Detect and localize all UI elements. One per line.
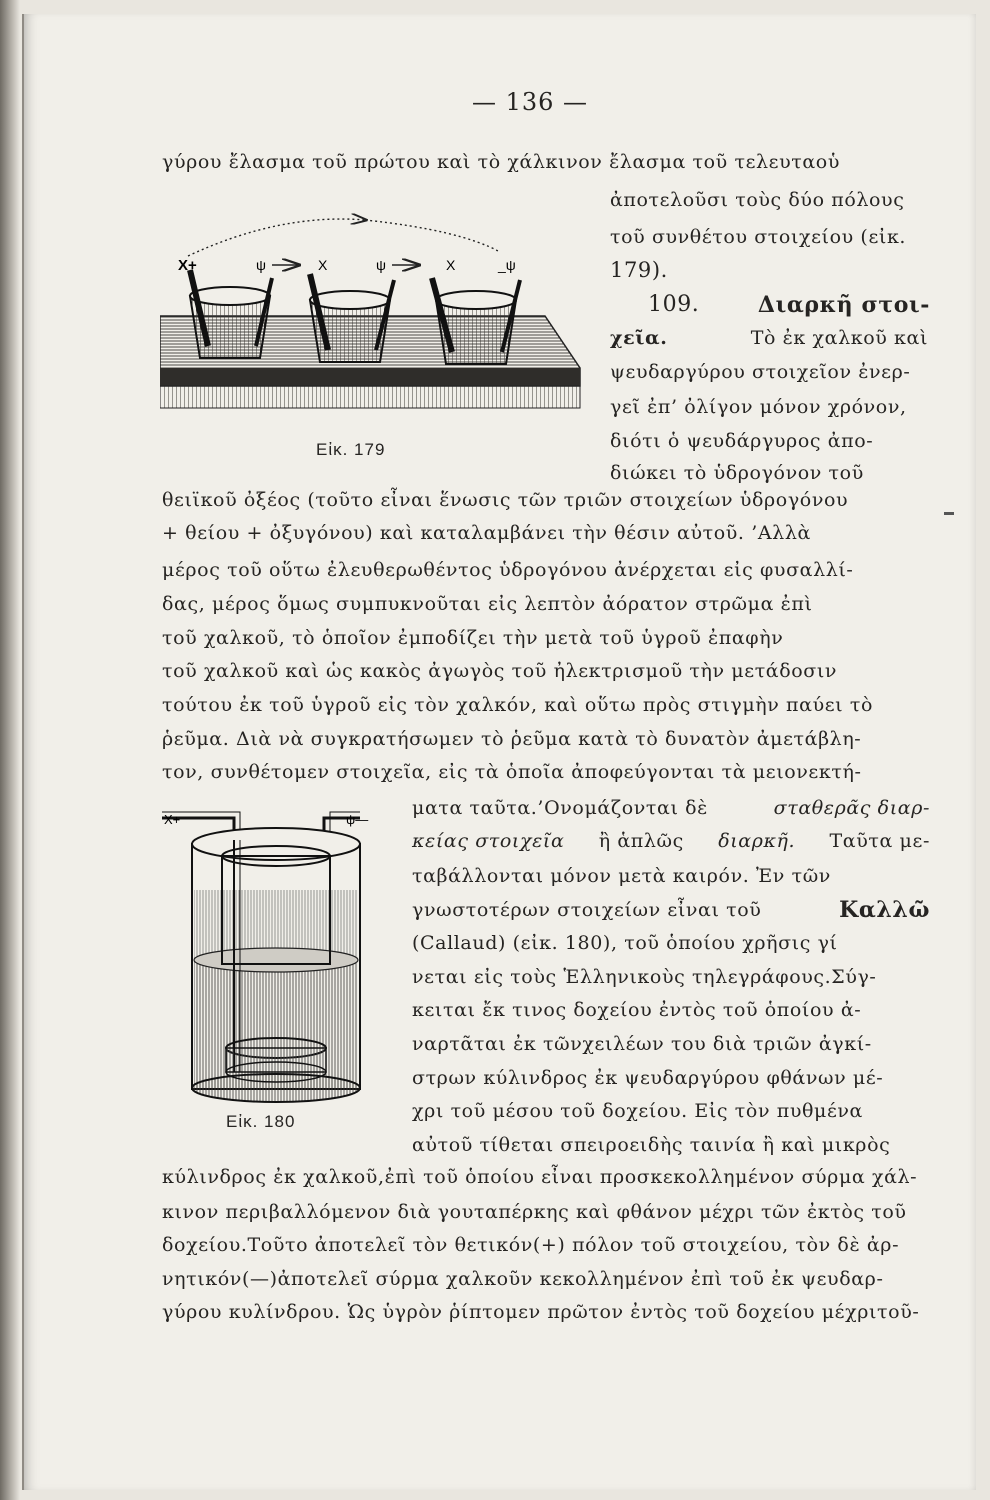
figure-179-caption: Εἰκ. 179 bbox=[316, 440, 386, 459]
text-line: + θείου + ὀξυγόνου) καὶ καταλαμβάνει τὴν θέσιν αὐτοῦ. ’Αλλὰ bbox=[162, 522, 811, 544]
text-line: τούτου ἐκ τοῦ ὑγροῦ εἰς τὸν χαλκόν, καὶ οὕτω πρὸς στιγμὴν παύει τὸ bbox=[162, 694, 874, 716]
text-line: ῥεῦμα. Διὰ νὰ συγκρατήσωμεν τὸ ῥεῦμα κατὰ τὸ δυνατὸν ἀμετάβλη- bbox=[162, 728, 862, 750]
book-gutter bbox=[0, 0, 20, 1500]
text-line: κείας στοιχεῖα ἢ ἁπλῶς διαρκῆ. Ταῦτα με- bbox=[412, 830, 930, 852]
text-line: γνωστοτέρων στοιχείων εἶναι τοῦ Καλλῶ bbox=[412, 897, 930, 923]
label-psi-minus: ψ— bbox=[346, 812, 369, 827]
cup-1 bbox=[190, 270, 272, 358]
text-line: τοῦ χαλκοῦ, τὸ ὁποῖον ἐμποδίζει τὴν μετὰ τοῦ ὑγροῦ ἐπαφὴν bbox=[162, 627, 784, 649]
text-line: τον, συνθέτομεν στοιχεῖα, εἰς τὰ ὁποῖα ἀποφεύγονται τὰ μειονεκτή- bbox=[162, 761, 862, 783]
text-line: ψευδαργύρου στοιχεῖον ἐνερ- bbox=[610, 361, 911, 383]
text-line: γύρου κυλίνδρου. Ὡς ὑγρὸν ῥίπτομεν πρῶτον ἐντὸς τοῦ δοχείου μέχριτοῦ- bbox=[162, 1301, 920, 1323]
margin-mark bbox=[944, 512, 954, 515]
text-line: δας, μέρος ὅμως συμπυκνοῦται εἰς λεπτὸν ἀόρατον στρῶμα ἐπὶ bbox=[162, 593, 813, 615]
text-line: ταβάλλονται μόνον μετὰ καιρόν. Ἐν τῶν bbox=[412, 865, 831, 887]
text-line: νεται εἰς τοὺς Ἑλληνικοὺς τηλεγράφους.Σύγ- bbox=[412, 966, 877, 988]
text-line: ματα ταῦτα.’Ονομάζονται δὲ σταθερᾶς διαρ- bbox=[412, 797, 930, 819]
text-line: στρων κύλινδρος ἐκ ψευδαργύρου φθάνων μέ- bbox=[412, 1067, 884, 1089]
text-line: τοῦ συνθέτου στοιχείου (εἰκ. bbox=[610, 226, 907, 248]
text-line: (Callaud) (εἰκ. 180), τοῦ ὁποίου χρῆσις γί bbox=[412, 932, 838, 954]
label-psi: ψ bbox=[376, 257, 386, 273]
section-heading: 109. Διαρκῆ στοι- bbox=[648, 292, 930, 318]
text-line: διώκει τὸ ὑδρογόνον τοῦ bbox=[610, 462, 864, 484]
label-psi: ψ bbox=[256, 257, 266, 273]
text-line: θειϊκοῦ ὀξέος (τοῦτο εἶναι ἕνωσις τῶν τριῶν στοιχείων ὑδρογόνου bbox=[162, 489, 849, 511]
text-line: γεῖ ἐπ’ ὀλίγον μόνον χρόνον, bbox=[610, 396, 907, 418]
text-line: αὐτοῦ τίθεται σπειροειδὴς ταινία ἢ καὶ μικρὸς bbox=[412, 1134, 891, 1156]
text-line: δοχείου.Τοῦτο ἀποτελεῖ τὸν θετικόν(+) πόλον τοῦ στοιχείου, τὸν δὲ ἀρ- bbox=[162, 1234, 900, 1256]
text-line: χεῖα. Τὸ ἐκ χαλκοῦ καὶ bbox=[610, 327, 928, 349]
label-psi-minus: _ψ bbox=[498, 257, 516, 273]
text-line: κινον περιβαλλόμενον διὰ γουταπέρκης καὶ φθάνον μέχρι τῶν ἐκτὸς τοῦ bbox=[162, 1201, 907, 1223]
cup-3 bbox=[432, 278, 520, 364]
text-line: 179). bbox=[610, 258, 668, 282]
cup-2 bbox=[310, 274, 394, 362]
text-line: διότι ὁ ψευδάργυρος ἀπο- bbox=[610, 430, 874, 452]
page-number: — 136 — bbox=[471, 88, 589, 116]
text-line: τοῦ χαλκοῦ καὶ ὡς κακὸς ἀγωγὸς τοῦ ἠλεκτρισμοῦ τὴν μετάδοσιν bbox=[162, 660, 838, 682]
text-line: κειται ἔκ τινος δοχείου ἐντὸς τοῦ ὁποίου ἀ- bbox=[412, 999, 862, 1021]
text-line: γύρου ἔλασμα τοῦ πρώτου καὶ τὸ χάλκινον ἔλασμα τοῦ τελευταοὑ bbox=[162, 151, 840, 173]
figure-179-illustration bbox=[160, 208, 585, 438]
text-line: κύλινδρος ἐκ χαλκοῦ,ἐπὶ τοῦ ὁποίου εἶναι προσκεκολλημένον σύρμα χάλ- bbox=[162, 1166, 918, 1188]
figure-180-illustration bbox=[160, 800, 400, 1108]
label-x: X bbox=[318, 257, 328, 273]
text-line: νητικόν(—)ἀποτελεῖ σύρμα χαλκοῦν κεκολλημένον ἐπὶ τοῦ ἐκ ψευδαρ- bbox=[162, 1268, 884, 1290]
text-line: ναρτᾶται ἐκ τῶνχειλέων του διὰ τριῶν ἀγκί- bbox=[412, 1033, 872, 1055]
figure-180-caption: Εἰκ. 180 bbox=[226, 1112, 296, 1131]
label-x: X bbox=[446, 257, 456, 273]
text-line: μέρος τοῦ οὕτω ἐλευθερωθέντος ὑδρογόνου ἀνέρχεται εἰς φυσαλλί- bbox=[162, 559, 854, 581]
label-x-plus: X+ bbox=[178, 257, 197, 274]
text-line: ἀποτελοῦσι τοὺς δύο πόλους bbox=[610, 189, 905, 211]
label-x-plus: X+ bbox=[164, 812, 181, 827]
text-line: χρι τοῦ μέσου τοῦ δοχείου. Εἰς τὸν πυθμένα bbox=[412, 1100, 863, 1122]
